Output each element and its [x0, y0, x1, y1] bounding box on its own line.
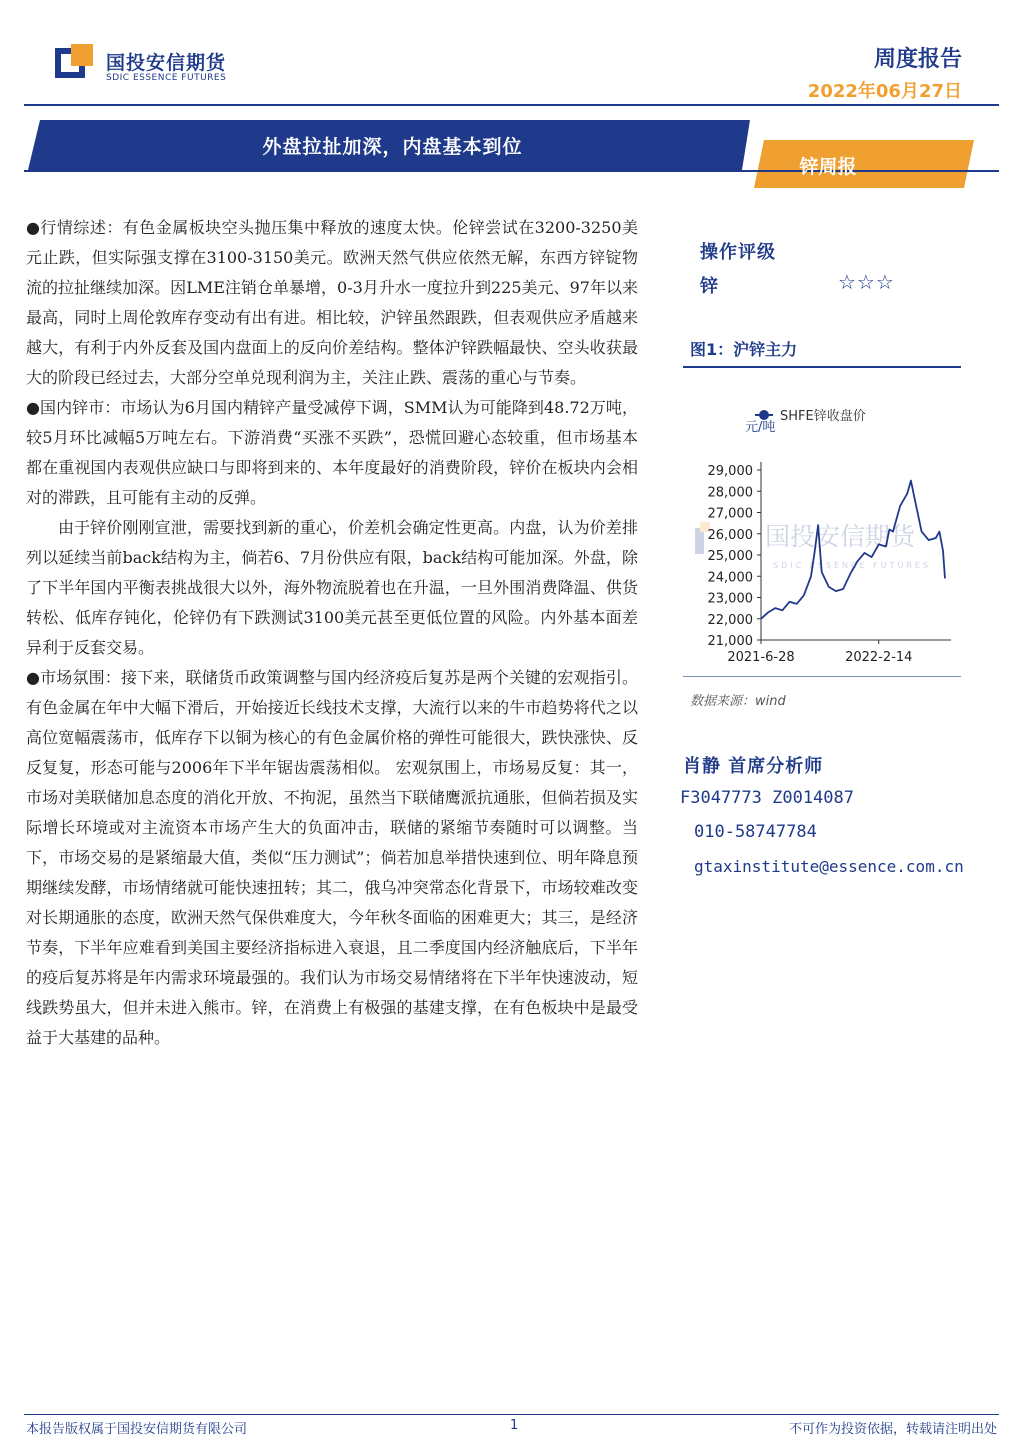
y-tick-label: 27,000 [707, 506, 753, 522]
company-logo-icon [55, 44, 95, 80]
x-tick-label: 2022-2-14 [845, 650, 913, 665]
paragraph-market-summary: ●行情综述：有色金属板块空头抛压集中释放的速度太快。伦锌尝试在3200-3250美元止跌，但实际强支撑在3100-3150美元。欧洲天然气供应依然无解，东西方锌锭物流的拉扯继续加深。因LME注销仓单暴增，0-3月升水一度拉升到225美元、97年以来最高，同时上周伦敦库存变动有出有进。相比较，沪锌虽然跟跌，但表观供应矛盾越来越大，有利于内外反套及国内盘面上的反向价差结构。整体沪锌跌幅最快、空头收获最大的阶段已经过去，大部分空单兑现利润为主，关注止跌、震荡的重心与节奏。 [26, 218, 638, 387]
footer-disclaimer: 不可作为投资依据，转载请注明出处 [788, 1422, 997, 1437]
y-tick-label: 23,000 [707, 591, 753, 607]
paragraph-domestic-market: ●国内锌市：市场认为6月国内精锌产量受减停下调，SMM认为可能降到48.72万吨，较5月环比减幅5万吨左右。下游消费“买涨不买跌”，恐慌回避心态较重，但市场基本都在重视国内表观供应缺口与即将到来的、本年度最好的消费阶段，锌价在板块内会相对的滞跌，且可能有主动的反弹。 [26, 398, 638, 507]
zinc-price-chart [683, 400, 965, 678]
analyst-phone: 010-58747784 [694, 822, 817, 842]
y-tick-label: 24,000 [707, 570, 753, 586]
watermark-text-en: SDIC ESSENCE FUTURES [773, 561, 932, 570]
rating-title: 操作评级 [700, 242, 776, 263]
chart-axes [761, 462, 951, 640]
figure-title: 图1：沪锌主力 [690, 340, 798, 359]
figure-divider [683, 366, 961, 368]
company-name-en: SDIC ESSENCE FUTURES [106, 73, 227, 83]
report-type: 周度报告 [873, 47, 962, 72]
footer-divider [24, 1414, 999, 1415]
paragraph-market-sentiment: ●市场氛围：接下来，联储货币政策调整与国内经济疫后复苏是两个关键的宏观指引。有色金属在年中大幅下滑后，开始接近长线技术支撑，大流行以来的牛市趋势将代之以高位宽幅震荡市，低库存下以铜为核心的有色金属价格的弹性可能很大，跌快涨快、反反复复，形态可能与2006年下半年锯齿震荡相似。 宏观氛围上，市场易反复：其一，市场对美联储加息态度的消化开放、不拘泥，虽然当下联储鹰派抗通胀，但倘若损及实际增长环境或对主流资本市场产生大的负面冲击，联储的紧缩节奏随时可以调整。当下，市场交易的是紧缩最大值，类似“压力测试”；倘若加息举措快速到位、明年降息预期继续发酵，市场情绪就可能快速扭转；其二，俄乌冲突常态化背景下，市场较难改变对长期通胀的态度，欧洲天然气保供难度大，今年秋冬面临的困难更大；其三，是经济节奏，下半年应难看到美国主要经济指标进入衰退，且二季度国内经济触底后，下半年的疫后复苏将是年内需求环境最强的。我们认为市场交易情绪将在下半年快速波动，短线跌势虽大，但并未进入熊市。锌，在消费上有极强的基建支撑，在有色板块中是最受益于大基建的品种。 [26, 668, 638, 1047]
legend-label: SHFE锌收盘价 [780, 409, 866, 424]
y-tick-label: 25,000 [707, 549, 753, 564]
analyst-name: 肖静 首席分析师 [683, 756, 824, 777]
header-divider [24, 104, 999, 106]
page-number: 1 [510, 1418, 519, 1433]
analyst-email-link[interactable]: gtaxinstitute@essence.com.cn [694, 857, 964, 876]
rating-item: 锌 [700, 276, 718, 297]
rating-stars-icon: ☆☆☆ [838, 270, 895, 294]
y-tick-label: 28,000 [707, 485, 753, 501]
data-source: 数据来源：wind [690, 694, 786, 709]
y-tick-label: 22,000 [707, 612, 753, 628]
footer-copyright: 本报告版权属于国投安信期货有限公司 [26, 1422, 248, 1437]
y-tick-label: 21,000 [707, 634, 753, 649]
paragraph-spread-analysis: 由于锌价刚刚宣泄，需要找到新的重心，价差机会确定性更高。内盘，认为价差排列以延续当前back结构为主，倘若6、7月份供应有限，back结构可能加深。外盘，除了下半年国内平衡表挑战很大以外，海外物流脱着也在升温，一旦外围消费降温、供货转松、低库存钝化，伦锌仍有下跌测试3100美元甚至更低位置的风险。内外基本面差异利于反套交易。 [26, 518, 638, 657]
y-unit-label: 元/吨 [745, 420, 776, 435]
report-title: 外盘拉扯加深，内盘基本到位 [262, 136, 523, 158]
figure-bottom-divider [683, 676, 961, 677]
report-date: 2022年06月27日 [807, 81, 962, 102]
company-name-cn: 国投安信期货 [106, 52, 227, 74]
y-tick-label: 29,000 [707, 464, 753, 479]
y-tick-label: 26,000 [707, 527, 753, 543]
report-body [26, 213, 638, 1053]
report-category-tag: 锌周报 [799, 156, 857, 178]
legend-marker-icon [759, 410, 769, 420]
analyst-license: F3047773 Z0014087 [680, 788, 854, 808]
x-tick-label: 2021-6-28 [727, 650, 795, 665]
watermark-text: 国投安信期货 [765, 522, 916, 551]
